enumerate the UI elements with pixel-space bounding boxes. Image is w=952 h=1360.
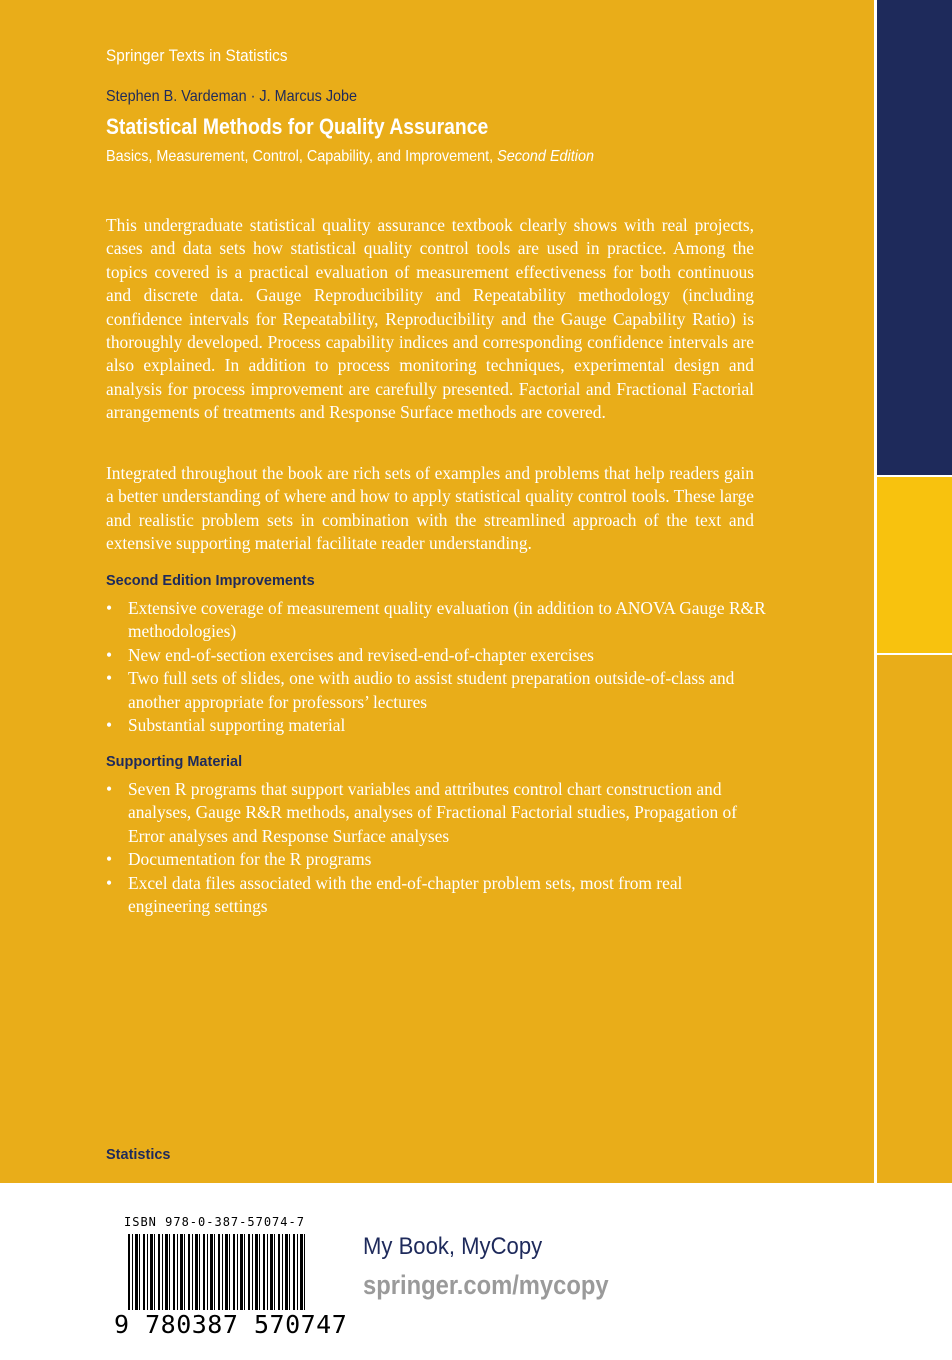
isbn-text: ISBN 978-0-387-57074-7 [124,1215,305,1229]
list-item [106,848,766,871]
bullet-icon: • [106,668,113,689]
list-item [106,597,766,644]
mycopy-url: springer.com/mycopy [363,1270,609,1300]
series-name: Springer Texts in Statistics [106,46,288,65]
list-item-text: New end-of-section exercises and revised-end-of-chapter exercises [128,644,594,665]
subtitle-main: Basics, Measurement, Control, Capability, and Improvement, [106,148,498,165]
mycopy-tagline: My Book, MyCopy [363,1233,543,1260]
list-item-text: Documentation for the R programs [128,849,372,870]
side-stripe-yellow [876,476,952,654]
bullet-icon: • [106,872,113,893]
list-item [106,872,766,919]
list-item-text: Extensive coverage of measurement quality evaluation (in addition to ANOVA Gauge R&R methodologies) [128,598,766,642]
edition-label: Second Edition [497,148,594,165]
bullet-icon: • [106,644,113,665]
book-subtitle [106,148,594,166]
authors: Stephen B. Vardeman · J. Marcus Jobe [106,88,358,105]
list-item-text: Seven R programs that support variables and attributes control chart construction and analyses, Gauge R&R methods, analyses of Fractional Factorial studies, Propagation of Error analyses and Response Surface analyses [128,779,738,846]
stripe-line [876,653,952,655]
barcode-icon [128,1234,306,1312]
list-item [106,778,766,848]
supporting-list [106,778,766,918]
bullet-icon: • [106,598,113,618]
book-title: Statistical Methods for Quality Assurance [106,114,489,139]
bullet-icon: • [106,849,113,870]
barcode-number: 9 780387 570747 [114,1310,348,1339]
list-item [106,714,766,737]
improvements-heading: Second Edition Improvements [106,573,315,589]
supporting-heading: Supporting Material [106,754,243,770]
side-stripe-navy [876,0,952,476]
list-item-text: Two full sets of slides, one with audio to assist student preparation outside-of-class and another appropriate for professors’ lectures [128,668,735,712]
list-item-text: Substantial supporting material [128,715,346,736]
description-paragraph: Integrated throughout the book are rich sets of examples and problems that help readers gain a better understanding of where and how to apply statistical quality control tools. These large and realistic problem sets in combination with the streamlined approach of the text and extensive supporting material facilitate reader understanding. [106,463,754,554]
stripe-divider [874,0,877,1183]
bullet-icon: • [106,715,113,736]
description-paragraph: This undergraduate statistical quality assurance textbook clearly shows with real projects, cases and data sets how statistical quality control tools are used in practice. Among the topics covered is a practical evaluation of measurement effectiveness for both continuous and discrete data. Gauge Reproducibility and Repeatability methodology (including confidence intervals for Repeatability, Reproducibility and the Gauge Capability Ratio) is thoroughly developed. Process capability indices and corresponding confidence intervals are also explained. In addition to process monitoring techniques, experimental design and analysis for process improvement are carefully presented. Factorial and Fractional Factorial arrangements of treatments and Response Surface methods are covered. [106,215,754,423]
list-item [106,644,766,667]
side-stripe-amber [876,654,952,1183]
category-label: Statistics [106,1147,171,1163]
stripe-line [876,475,952,477]
improvements-list [106,597,766,737]
list-item-text: Excel data files associated with the end-of-chapter problem sets, most from real engineering settings [128,872,683,917]
list-item [106,667,766,714]
bullet-icon: • [106,779,113,799]
